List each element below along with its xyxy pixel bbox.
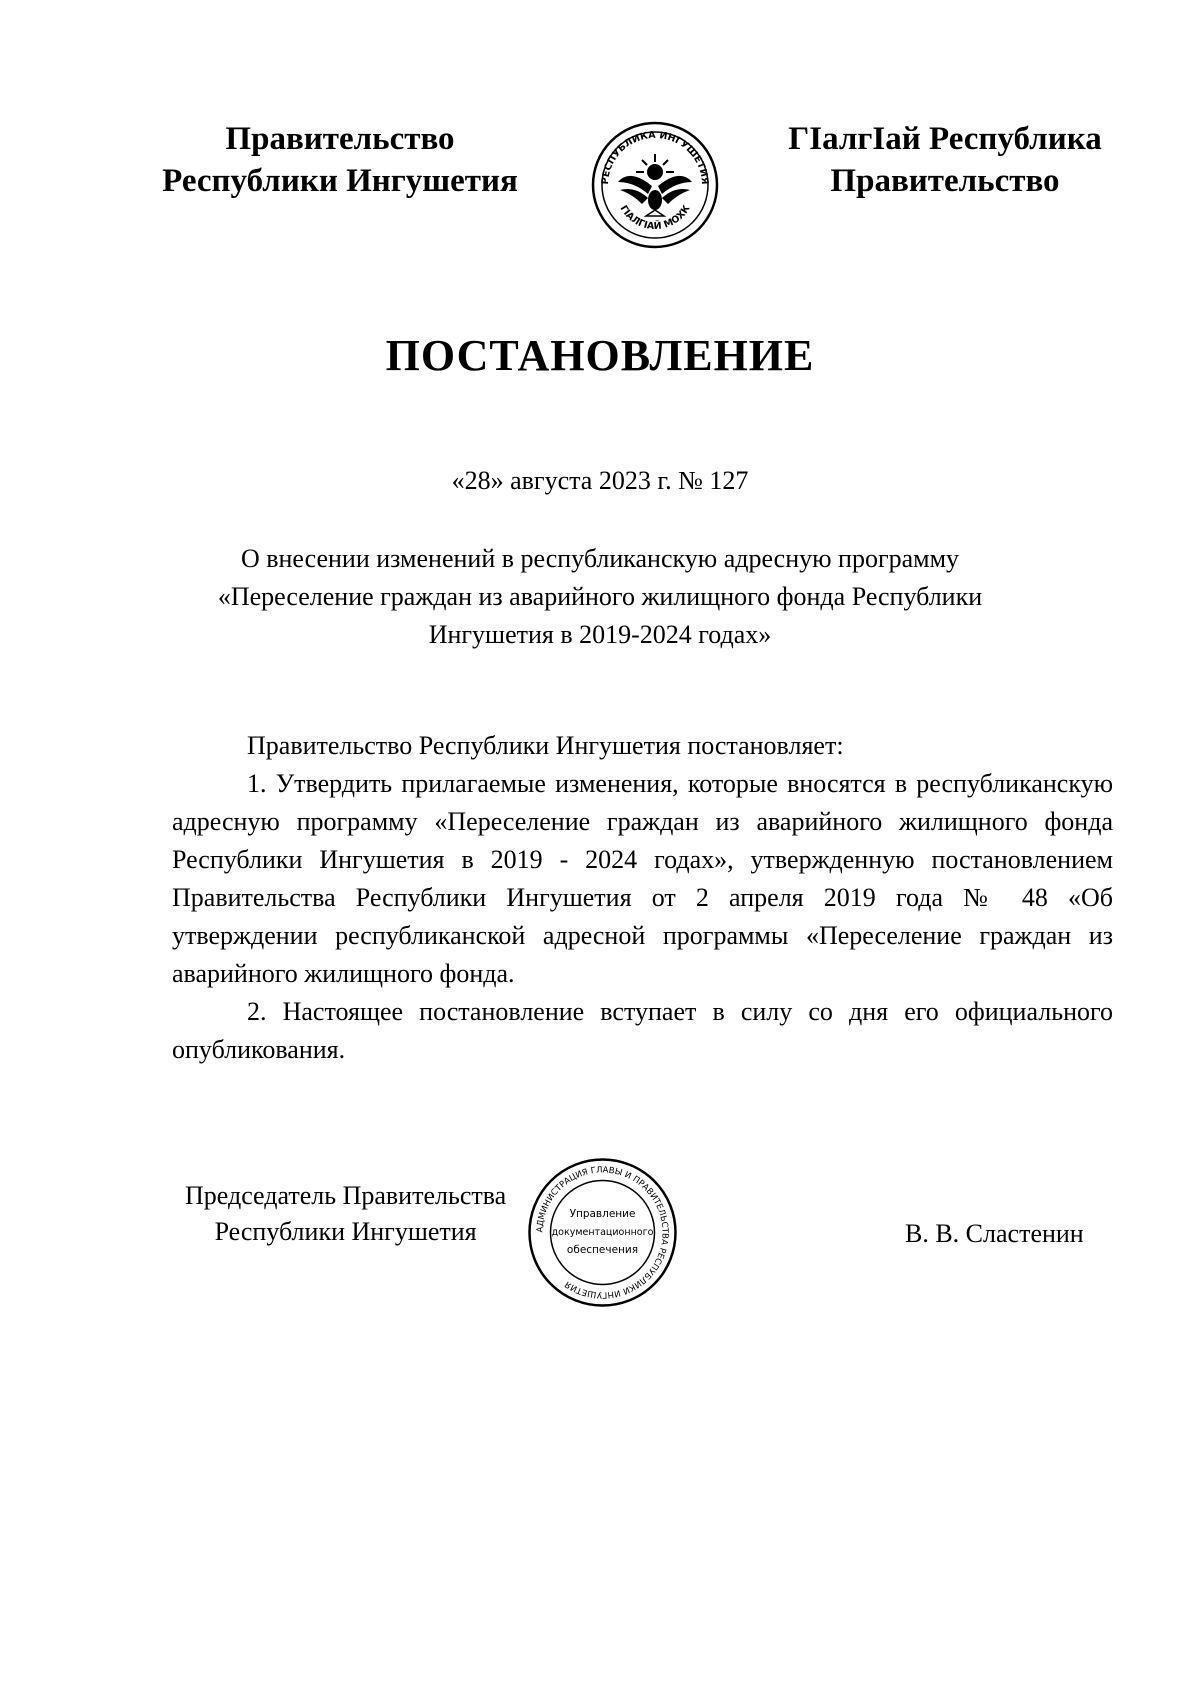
document-subject: [200, 540, 1000, 654]
header-right-line1: ГIалгIай Республика: [788, 121, 1102, 157]
decree-item-2: 2. Настоящее постановление вступает в силу со дня его официального опубликования.: [172, 997, 1113, 1064]
signer-name: В. В. Сластенин: [905, 1219, 1084, 1248]
header-right: [765, 118, 1125, 202]
stamp-ring-text: АДМИНИСТРАЦИЯ ГЛАВЫ И ПРАВИТЕЛЬСТВА РЕСПУБЛИКИ ИНГУШЕТИЯ: [535, 1165, 670, 1300]
header-right-line2: Правительство: [830, 163, 1060, 199]
coat-of-arms-icon: [590, 120, 720, 250]
stamp-center-line1: Управление: [569, 1208, 636, 1220]
signer-title: [185, 1178, 506, 1250]
signer-title-line2: Республики Ингушетия: [214, 1217, 477, 1246]
stamp-center-line2: документационного: [551, 1227, 654, 1238]
header-left: [130, 118, 550, 202]
decree-item-1: 1. Утвердить прилагаемые изменения, которые вносятся в республиканскую адресную программу «Переселение граждан из аварийного жилищного фонда Республики Ингушетия в 2019 - 2024 годах», утвержденную постановлением Правительства Республики Ингушетия от 2 апреля 2019 года № 48 «Об утверждении республиканской адресной программы «Переселение граждан из аварийного жилищного фонда.: [172, 769, 1113, 988]
decree-intro: Правительство Республики Ингушетия постановляет:: [247, 731, 844, 760]
subject-line-3: Ингушетия в 2019-2024 годах»: [428, 620, 772, 649]
stamp-center-line3: обеспечения: [566, 1244, 639, 1256]
official-stamp-icon: [525, 1155, 680, 1310]
emblem-inscription-bottom: ГIАЛГIАЙ МОХК: [617, 203, 693, 233]
subject-line-1: О внесении изменений в республиканскую адресную программу: [240, 544, 960, 573]
signer-title-line1: Председатель Правительства: [185, 1181, 507, 1210]
emblem-inscription-top: РЕСПУБЛИКА ИНГУШЕТИЯ: [599, 129, 711, 185]
document-date-number: «28» августа 2023 г. № 127: [451, 466, 749, 495]
header-left-line2: Республики Ингушетия: [162, 163, 518, 199]
subject-line-2: «Переселение граждан из аварийного жилищного фонда Республики: [217, 582, 983, 611]
header-left-line1: Правительство: [225, 121, 455, 157]
document-title: ПОСТАНОВЛЕНИЕ: [385, 331, 815, 380]
